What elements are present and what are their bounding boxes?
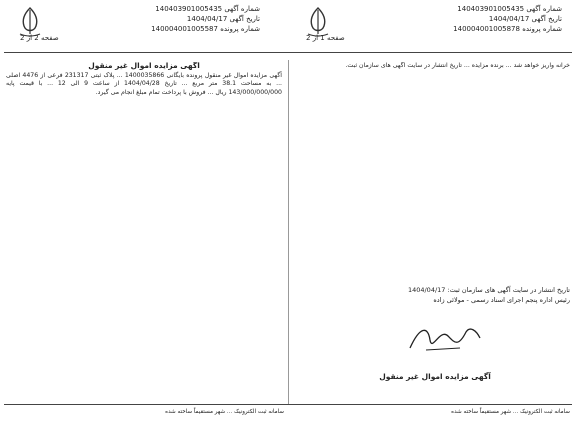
ad-body: خرانه واریز خواهد شد ... برنده مزایده ... تاریخ انتشار در سایت آگهی های سازمان ثبت. <box>345 62 570 69</box>
page-number: صفحه 1 از 2 <box>306 34 345 42</box>
ad-title: آگهی مزایده اموال غیر منقول <box>379 372 491 381</box>
left-column <box>6 62 282 402</box>
ad-body: آگهی مزایده اموال غیر منقول پرونده بایگانی 1400035866 ... پلاک ثبتی 231317 فرعی از 4476 اصلی ... به مساحت 38.1 متر مربع ... تاریخ 1404/04/28 از ساعت 9 الی 12 ... با قیمت پایه 143/000/000/000 ریال ... فروش با پرداخت تمام مبلغ انجام می گیرد. <box>6 72 282 96</box>
column-divider <box>288 60 289 405</box>
footer-note: سامانه ثبت الکترونیک ... شهر مستقیماً ساخته شده <box>451 409 570 415</box>
file-number: شماره پرونده 140004001005587 <box>151 25 260 33</box>
footer-note: سامانه ثبت الکترونیک ... شهر مستقیماً ساخته شده <box>165 409 284 415</box>
header-left <box>150 4 260 34</box>
signature-icon <box>400 318 490 358</box>
publish-date: تاریخ انتشار در سایت آگهی های سازمان ثبت: 1404/04/17 <box>407 286 570 294</box>
ad-date: تاریخ آگهی 1404/04/17 <box>488 15 562 23</box>
file-number: شماره پرونده 140004001005878 <box>453 25 562 33</box>
divider <box>4 52 572 53</box>
right-column <box>294 62 570 287</box>
page-number: صفحه 2 از 2 <box>20 34 59 42</box>
ad-title: آگهی مزایده اموال غیر منقول <box>88 62 200 70</box>
issuing-office: رئیس اداره پنجم اجرای اسناد رسمی - مولائی زاده <box>433 296 570 304</box>
header-right <box>452 4 562 34</box>
ad-date: تاریخ آگهی 1404/04/17 <box>186 15 260 23</box>
ad-number: شماره آگهی 140403901005435 <box>457 5 562 13</box>
divider <box>4 404 572 405</box>
ad-number: شماره آگهی 140403901005435 <box>155 5 260 13</box>
